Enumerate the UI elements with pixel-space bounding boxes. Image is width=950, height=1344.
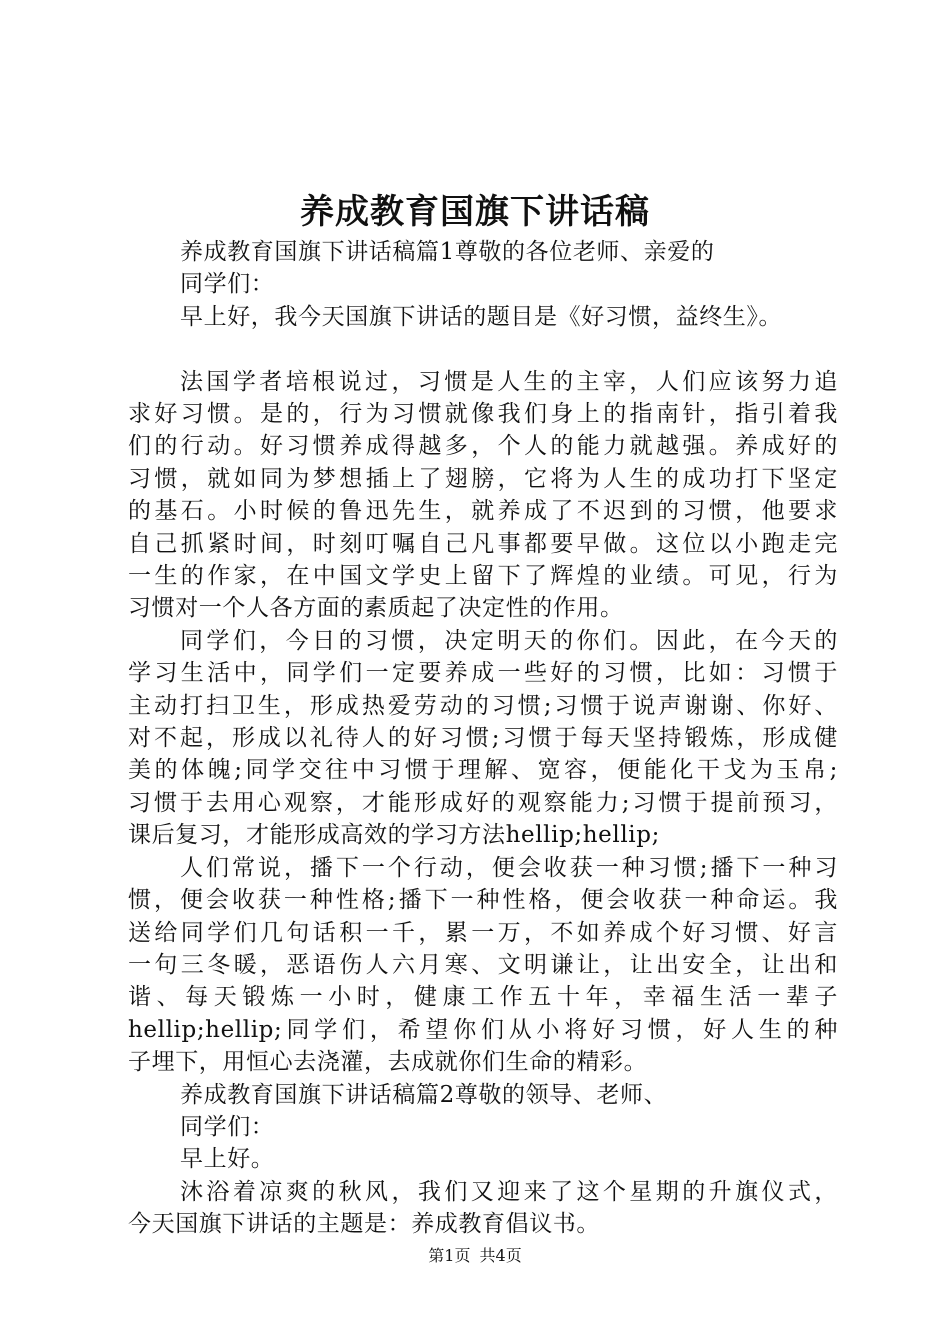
body-line: 同学们： — [180, 1113, 275, 1140]
body-line: 习惯对一个人各方面的素质起了决定性的作用。 — [128, 595, 624, 622]
body-line: 主动打扫卫生，形成热爱劳动的习惯;习惯于说声谢谢、你好、 — [128, 692, 838, 719]
body-line: 人们常说，播下一个行动，便会收获一种习惯;播下一种习 — [180, 854, 838, 881]
body-line: 送给同学们几句话积一千，累一万，不如养成个好习惯、好言 — [128, 919, 838, 946]
body-line: 的基石。小时候的鲁迅先生，就养成了不迟到的习惯，他要求 — [128, 498, 838, 525]
body-line: 早上好，我今天国旗下讲话的题目是《好习惯，益终生》。 — [180, 303, 783, 330]
document-title: 养成教育国旗下讲话稿 — [300, 192, 650, 232]
body-line: 课后复习，才能形成高效的学习方法hellip;hellip; — [128, 822, 660, 849]
body-line: 谐、每天锻炼一小时，健康工作五十年，幸福生活一辈子 — [128, 984, 838, 1011]
body-line: 美的体魄;同学交往中习惯于理解、宽容，便能化干戈为玉帛; — [128, 757, 838, 784]
body-line: 自己抓紧时间，时刻叮嘱自己凡事都要早做。这位以小跑走完 — [128, 530, 838, 557]
body-line: 们的行动。好习惯养成得越多，个人的能力就越强。养成好的 — [128, 433, 838, 460]
body-line: 学习生活中，同学们一定要养成一些好的习惯，比如：习惯于 — [128, 660, 838, 687]
body-line: 同学们： — [180, 271, 275, 298]
page-footer — [0, 1243, 950, 1266]
body-line: 习惯，就如同为梦想插上了翅膀，它将为人生的成功打下坚定 — [128, 465, 838, 492]
body-line: 惯，便会收获一种性格;播下一种性格，便会收获一种命运。我 — [128, 887, 838, 914]
body-line: 一生的作家，在中国文学史上留下了辉煌的业绩。可见，行为 — [128, 563, 838, 590]
body-line: 求好习惯。是的，行为习惯就像我们身上的指南针，指引着我 — [128, 401, 838, 428]
body-line: hellip;hellip;同学们，希望你们从小将好习惯，好人生的种 — [128, 1016, 838, 1043]
body-line: 今天国旗下讲话的主题是：养成教育倡议书。 — [128, 1211, 600, 1238]
body-line: 法国学者培根说过，习惯是人生的主宰，人们应该努力追 — [180, 368, 838, 395]
document-body — [128, 236, 838, 1241]
body-line: 养成教育国旗下讲话稿篇1尊敬的各位老师、亲爱的 — [180, 239, 715, 265]
body-line: 养成教育国旗下讲话稿篇2尊敬的领导、老师、 — [180, 1081, 668, 1108]
body-line: 一句三冬暖，恶语伤人六月寒、文明谦让，让出安全，让出和 — [128, 951, 838, 978]
body-line: 对不起，形成以礼待人的好习惯;习惯于每天坚持锻炼，形成健 — [128, 725, 838, 752]
body-line: 习惯于去用心观察，才能形成好的观察能力;习惯于提前预习， — [128, 789, 838, 816]
body-line: 早上好。 — [180, 1146, 275, 1173]
page-total: 共4页 — [479, 1246, 522, 1265]
body-line: 子埋下，用恒心去浇灌，去成就你们生命的精彩。 — [128, 1049, 648, 1076]
body-line: 沐浴着凉爽的秋风，我们又迎来了这个星期的升旗仪式， — [180, 1178, 838, 1205]
page-number: 第1页 — [428, 1246, 471, 1265]
blank-line — [128, 333, 838, 365]
body-line: 同学们，今日的习惯，决定明天的你们。因此，在今天的 — [180, 627, 838, 654]
